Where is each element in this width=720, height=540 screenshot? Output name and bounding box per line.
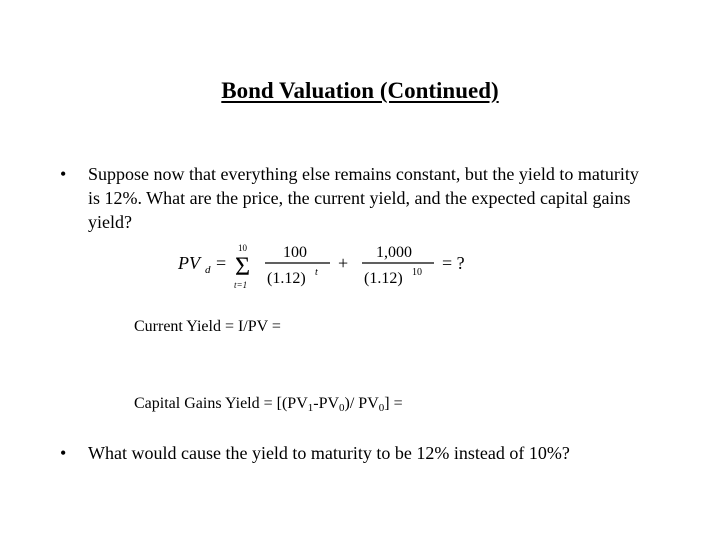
capital-gains-mid: -PV [313,395,340,412]
sum-upper-limit: 10 [238,243,247,253]
capital-gains-yield-line [134,394,403,418]
formula-plus: + [338,253,349,273]
current-yield-line: Current Yield = I/PV = [134,318,281,335]
capital-gains-subscript-1: 1 [307,402,314,414]
capital-gains-mid2: )/ PV [344,395,379,412]
slide-title: Bond Valuation (Continued) [221,78,499,103]
term1-denominator: (1.12) [267,270,306,287]
capital-gains-prefix: Capital Gains Yield = [(PV [134,395,308,412]
term2-denominator: (1.12) [364,270,403,287]
term1-numerator: 100 [283,244,307,261]
term2-exponent: 10 [412,267,422,278]
formula-result: = ? [442,253,465,273]
sum-sigma-symbol: Σ [235,252,251,281]
bullet-text-question-2: What would cause the yield to maturity to be 12% instead of 10%? [88,443,570,463]
bullet-marker: • [60,164,67,184]
term2-numerator: 1,000 [376,244,412,261]
term1-exponent: t [315,267,318,278]
capital-gains-subscript-0b: 0 [378,402,385,414]
bullet-marker: • [60,443,67,463]
bullet-text-question: Suppose now that everything else remains constant, but the yield to maturity is 12%. What are the price, the current yield, and the expected capital gains yield? [88,164,639,232]
capital-gains-suffix: ] = [384,395,403,412]
capital-gains-subscript-0a: 0 [339,402,345,414]
formula-lhs-subscript: d [205,264,211,276]
formula-equals: = [216,253,227,273]
sum-lower-limit: t=1 [234,280,248,290]
bond-price-formula [172,240,492,292]
formula-lhs: PV [178,253,200,273]
